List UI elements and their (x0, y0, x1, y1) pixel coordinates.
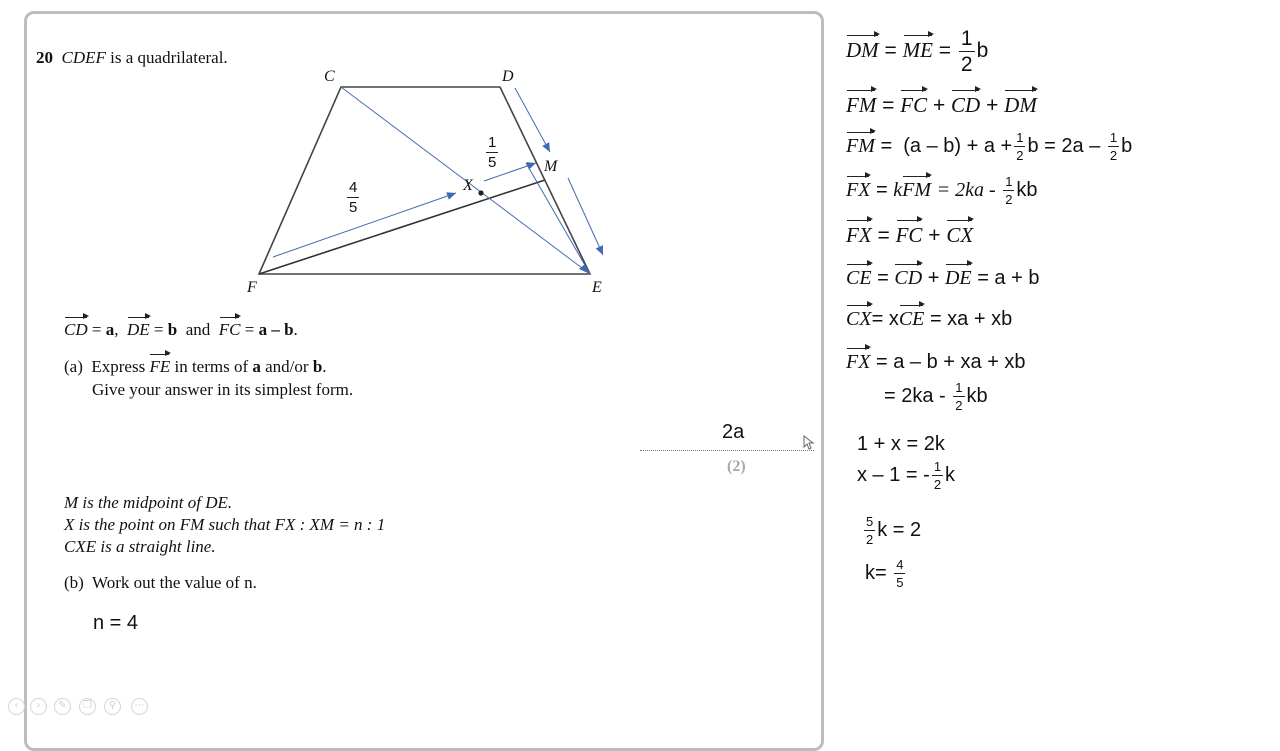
condition-cxe: CXE is a straight line. (64, 537, 216, 556)
quadrilateral-diagram (0, 0, 830, 310)
part-a-text: (a) Express FE in terms of a and/or b. (64, 357, 327, 376)
label-c: C (324, 68, 335, 85)
part-a-instruction: Give your answer in its simplest form. (92, 380, 354, 399)
label-d: D (502, 68, 514, 85)
marks-a: (2) (727, 458, 746, 475)
quadrilateral-cdef (259, 87, 590, 274)
back-icon[interactable]: ‹ (8, 698, 25, 715)
working-line-7: CX= xCE = xa + xb (846, 308, 1013, 330)
forward-icon[interactable]: › (30, 698, 47, 715)
working-line-6: CE = CD + DE = a + b (846, 267, 1040, 289)
working-line-12: $\frac{5}{2}$ k = 2 (866, 514, 922, 547)
cursor-icon (803, 435, 815, 451)
label-e: E (592, 279, 602, 296)
working-line-8: FX = a – b + xa + xb (846, 351, 1026, 373)
arrow-fx (273, 193, 456, 257)
zoom-icon[interactable]: ⚲ (104, 698, 121, 715)
arrow-me (568, 178, 603, 255)
working-line-9: = 2ka - $\frac{1}{2}$ kb (884, 380, 988, 413)
condition-m: M is the midpoint of DE. (64, 493, 233, 512)
working-line-1: DM = ME = $\frac{1}{2}$ b (846, 27, 989, 76)
ratio-xm-fraction: $\frac{1}{5}$ (488, 134, 497, 171)
working-line-4: FX = kFM = 2ka - $\frac{1}{2}$ kb (846, 174, 1038, 207)
ratio-fx-fraction: $\frac{4}{5}$ (349, 179, 358, 216)
answer-line-a (640, 450, 814, 451)
pen-icon[interactable]: ✎ (54, 698, 71, 715)
question-intro: is a quadrilateral. (110, 48, 228, 67)
line-fm (259, 180, 545, 274)
part-b-text: (b) Work out the value of n. (64, 573, 257, 592)
condition-x: X is the point on FM such that FX : XM = n : 1 (64, 515, 386, 534)
point-x (478, 190, 483, 195)
arrow-to-e (526, 163, 590, 274)
working-line-10: 1 + x = 2k (857, 433, 945, 455)
label-x: X (463, 177, 473, 194)
answer-a: 2a (722, 421, 745, 443)
more-icon[interactable]: ⋯ (131, 698, 148, 715)
working-line-2: FM = FC + CD + DM (846, 93, 1037, 117)
given-vectors: CD = a, DE = b and FC = a – b. (64, 320, 298, 339)
label-m: M (544, 158, 558, 175)
working-line-13: k= $\frac{4}{5}$ (865, 557, 904, 590)
working-line-5: FX = FC + CX (846, 223, 974, 247)
working-line-3: FM = (a – b) + a + $\frac{1}{2}$ b = 2a – $\frac{1}{2}$ b (846, 130, 1133, 163)
arrow-dm (515, 88, 550, 152)
working-line-11: x – 1 = - $\frac{1}{2}$ k (857, 459, 956, 492)
copy-icon[interactable]: ❐ (79, 698, 96, 715)
question-number: 20 (36, 48, 53, 67)
label-f: F (247, 279, 257, 296)
answer-b: n = 4 (93, 612, 139, 634)
shape-name: CDEF (61, 48, 106, 67)
